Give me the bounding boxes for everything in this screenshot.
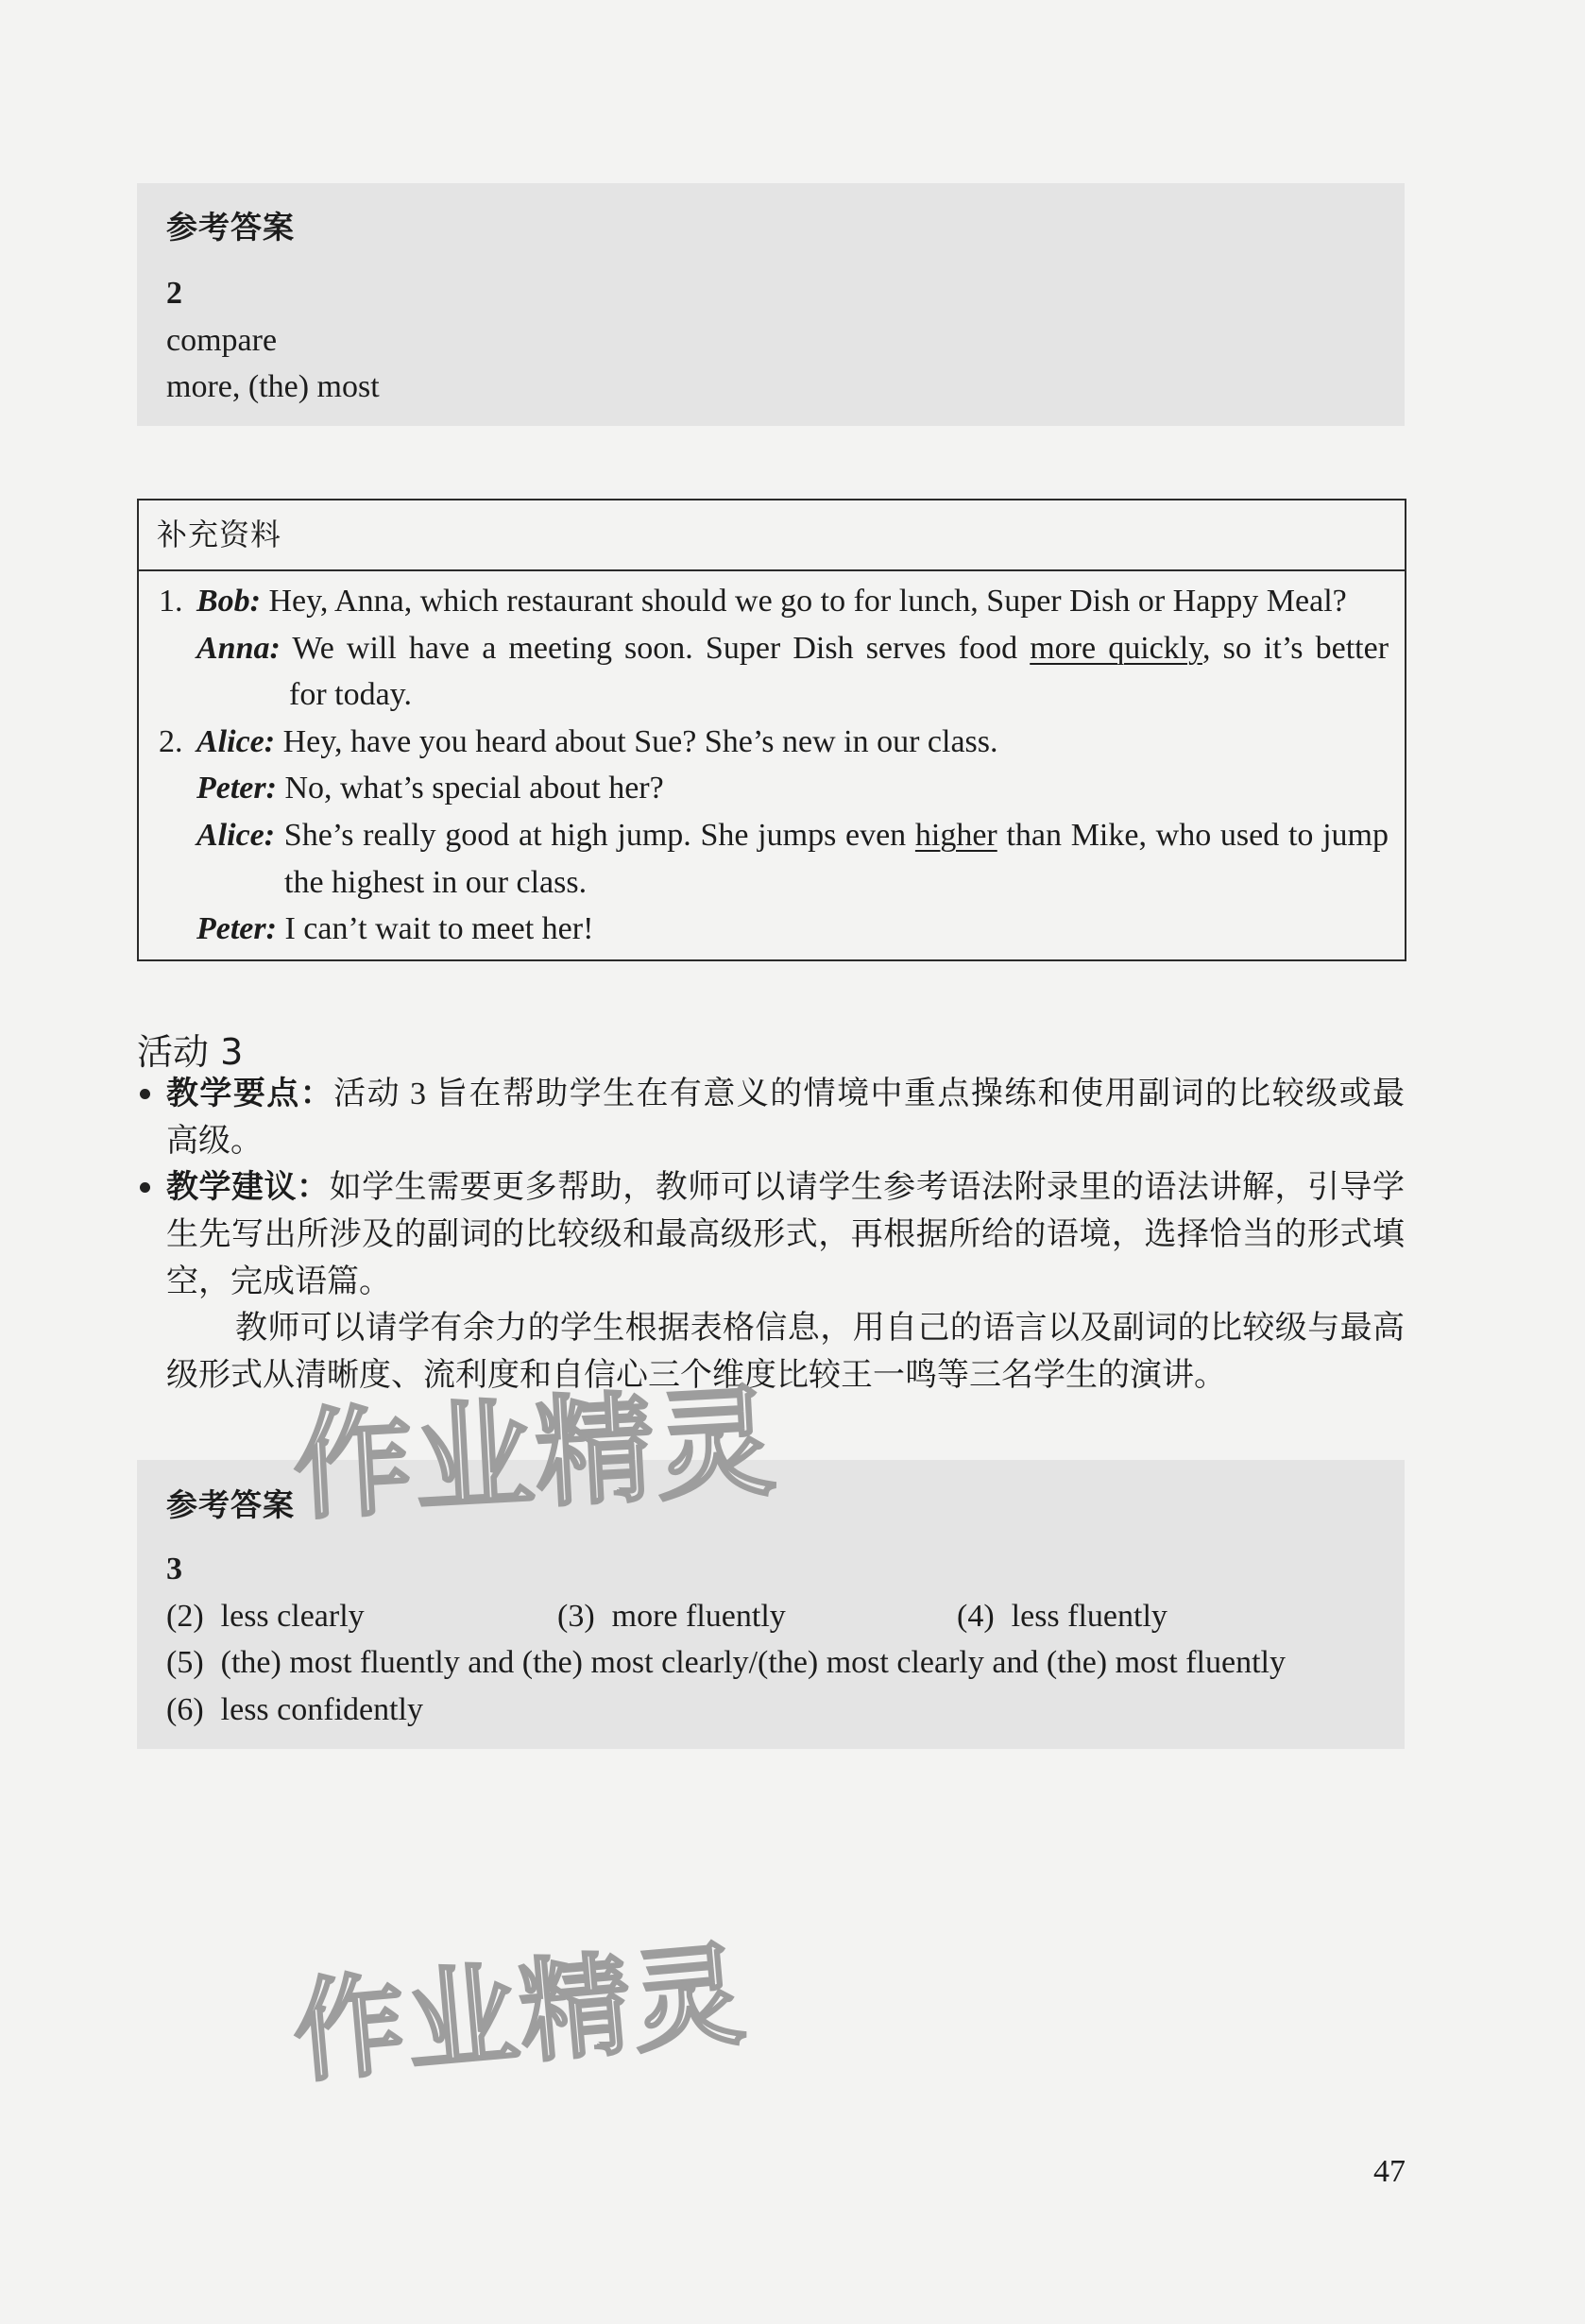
dialogue-text: We will have a meeting soon. Super Dish serves food <box>292 630 1031 666</box>
bullet-item <box>166 1164 1405 1212</box>
bullet-dot <box>140 1089 150 1099</box>
bullet-item <box>166 1071 1405 1118</box>
dialogue-text: Hey, Anna, which restaurant should we go to for lunch, Super Dish or Happy Meal? <box>268 584 1347 619</box>
bullet-label: 教学要点： <box>166 1075 334 1113</box>
answer-text: less fluently <box>1011 1598 1167 1634</box>
answer-text: more fluently <box>611 1598 786 1634</box>
dialogue-line <box>139 625 1405 672</box>
answer-item <box>957 1593 1167 1640</box>
answer-label: (5) <box>166 1645 204 1681</box>
answer-item <box>557 1593 786 1640</box>
activity-heading: 活动 3 <box>137 1031 244 1073</box>
underlined-phrase: more quickly <box>1030 630 1202 666</box>
dialogue-line <box>139 765 1405 812</box>
watermark: 作业精灵 <box>290 1372 781 1536</box>
answer-row <box>166 1639 1405 1687</box>
dialogue-number: 2. <box>159 723 183 759</box>
speaker-name: Anna: <box>196 630 281 666</box>
supplement-dialogues <box>139 571 1405 953</box>
bullet-text-line <box>166 1118 1405 1165</box>
speaker-name: Bob: <box>196 584 261 619</box>
dialogue-continuation <box>139 671 1405 719</box>
answer-text: less confidently <box>220 1691 423 1727</box>
paragraph-text: 教师可以请学有余力的学生根据表格信息，用自己的语言以及副词的比较级与最高 <box>235 1311 1405 1347</box>
watermark: 作业精灵 <box>287 1928 752 2098</box>
answer-box-number: 2 <box>166 275 182 311</box>
dialogue-line <box>139 578 1405 625</box>
answer-label: (2) <box>166 1598 204 1634</box>
dialogue-text: She’s really good at high jump. She jumps even <box>283 817 915 853</box>
speaker-name: Alice: <box>196 723 276 759</box>
answer-label: (6) <box>166 1691 204 1727</box>
dialogue-line <box>139 812 1405 859</box>
dialogue-text: Hey, have you heard about Sue? She’s new in our class. <box>282 723 998 759</box>
bullet-text-line <box>166 1259 1405 1306</box>
dialogue-text: , so it’s better <box>1202 630 1389 666</box>
answer-box-number: 3 <box>166 1552 182 1587</box>
dialogue-text: for today. <box>289 677 412 713</box>
answer-row <box>166 1593 1405 1640</box>
answer-row <box>166 1687 1405 1734</box>
answer-text: less clearly <box>220 1598 365 1634</box>
bullet-label: 教学建议： <box>166 1168 330 1207</box>
dialogue-text: I can’t wait to meet her! <box>284 911 594 947</box>
bullet-text: 高级。 <box>166 1123 263 1159</box>
dialogue-number: 1. <box>159 584 183 619</box>
paragraph-line <box>166 1305 1405 1352</box>
answer-box-activity-2 <box>137 183 1405 426</box>
bullet-text: 如学生需要更多帮助，教师可以请学生参考语法附录里的语法讲解，引导学 <box>329 1170 1406 1206</box>
bullet-dot <box>140 1182 150 1193</box>
supplement-title: 补充资料 <box>139 500 1405 571</box>
speaker-name: Peter: <box>196 911 277 947</box>
page-number: 47 <box>1373 2154 1406 2189</box>
answer-line: more, (the) most <box>166 369 380 405</box>
supplement-box <box>137 499 1406 961</box>
dialogue-text: than Mike, who used to jump <box>997 817 1389 853</box>
answer-line: compare <box>166 322 278 358</box>
answer-text: (the) most fluently and (the) most clearly/(the) most clearly and (the) most fluently <box>220 1645 1286 1681</box>
bullet-text-line <box>166 1212 1405 1259</box>
answer-label: (4) <box>957 1598 995 1634</box>
dialogue-continuation <box>139 859 1405 907</box>
bullet-text: 空，完成语篇。 <box>166 1264 391 1299</box>
bullet-text: 活动 3 旨在帮助学生在有意义的情境中重点操练和使用副词的比较级或最 <box>333 1077 1406 1112</box>
dialogue-text: the highest in our class. <box>284 864 588 900</box>
dialogue-text: No, what’s special about her? <box>284 771 664 806</box>
dialogue-line <box>139 719 1405 766</box>
paragraph-text: 级形式从清晰度、流利度和自信心三个维度比较王一鸣等三名学生的演讲。 <box>166 1357 1226 1393</box>
paragraph-line <box>166 1352 1405 1399</box>
underlined-phrase: higher <box>914 817 997 853</box>
bullet-text: 生先写出所涉及的副词的比较级和最高级形式，再根据所给的语境，选择恰当的形式填 <box>166 1216 1405 1252</box>
activity-body <box>166 1071 1405 1399</box>
dialogue-line <box>139 906 1405 953</box>
answer-label: (3) <box>557 1598 595 1634</box>
answer-box-title: 参考答案 <box>166 1486 295 1524</box>
speaker-name: Peter: <box>196 771 277 806</box>
speaker-name: Alice: <box>196 817 276 853</box>
answer-item <box>166 1593 365 1640</box>
answer-box-title: 参考答案 <box>166 209 295 246</box>
